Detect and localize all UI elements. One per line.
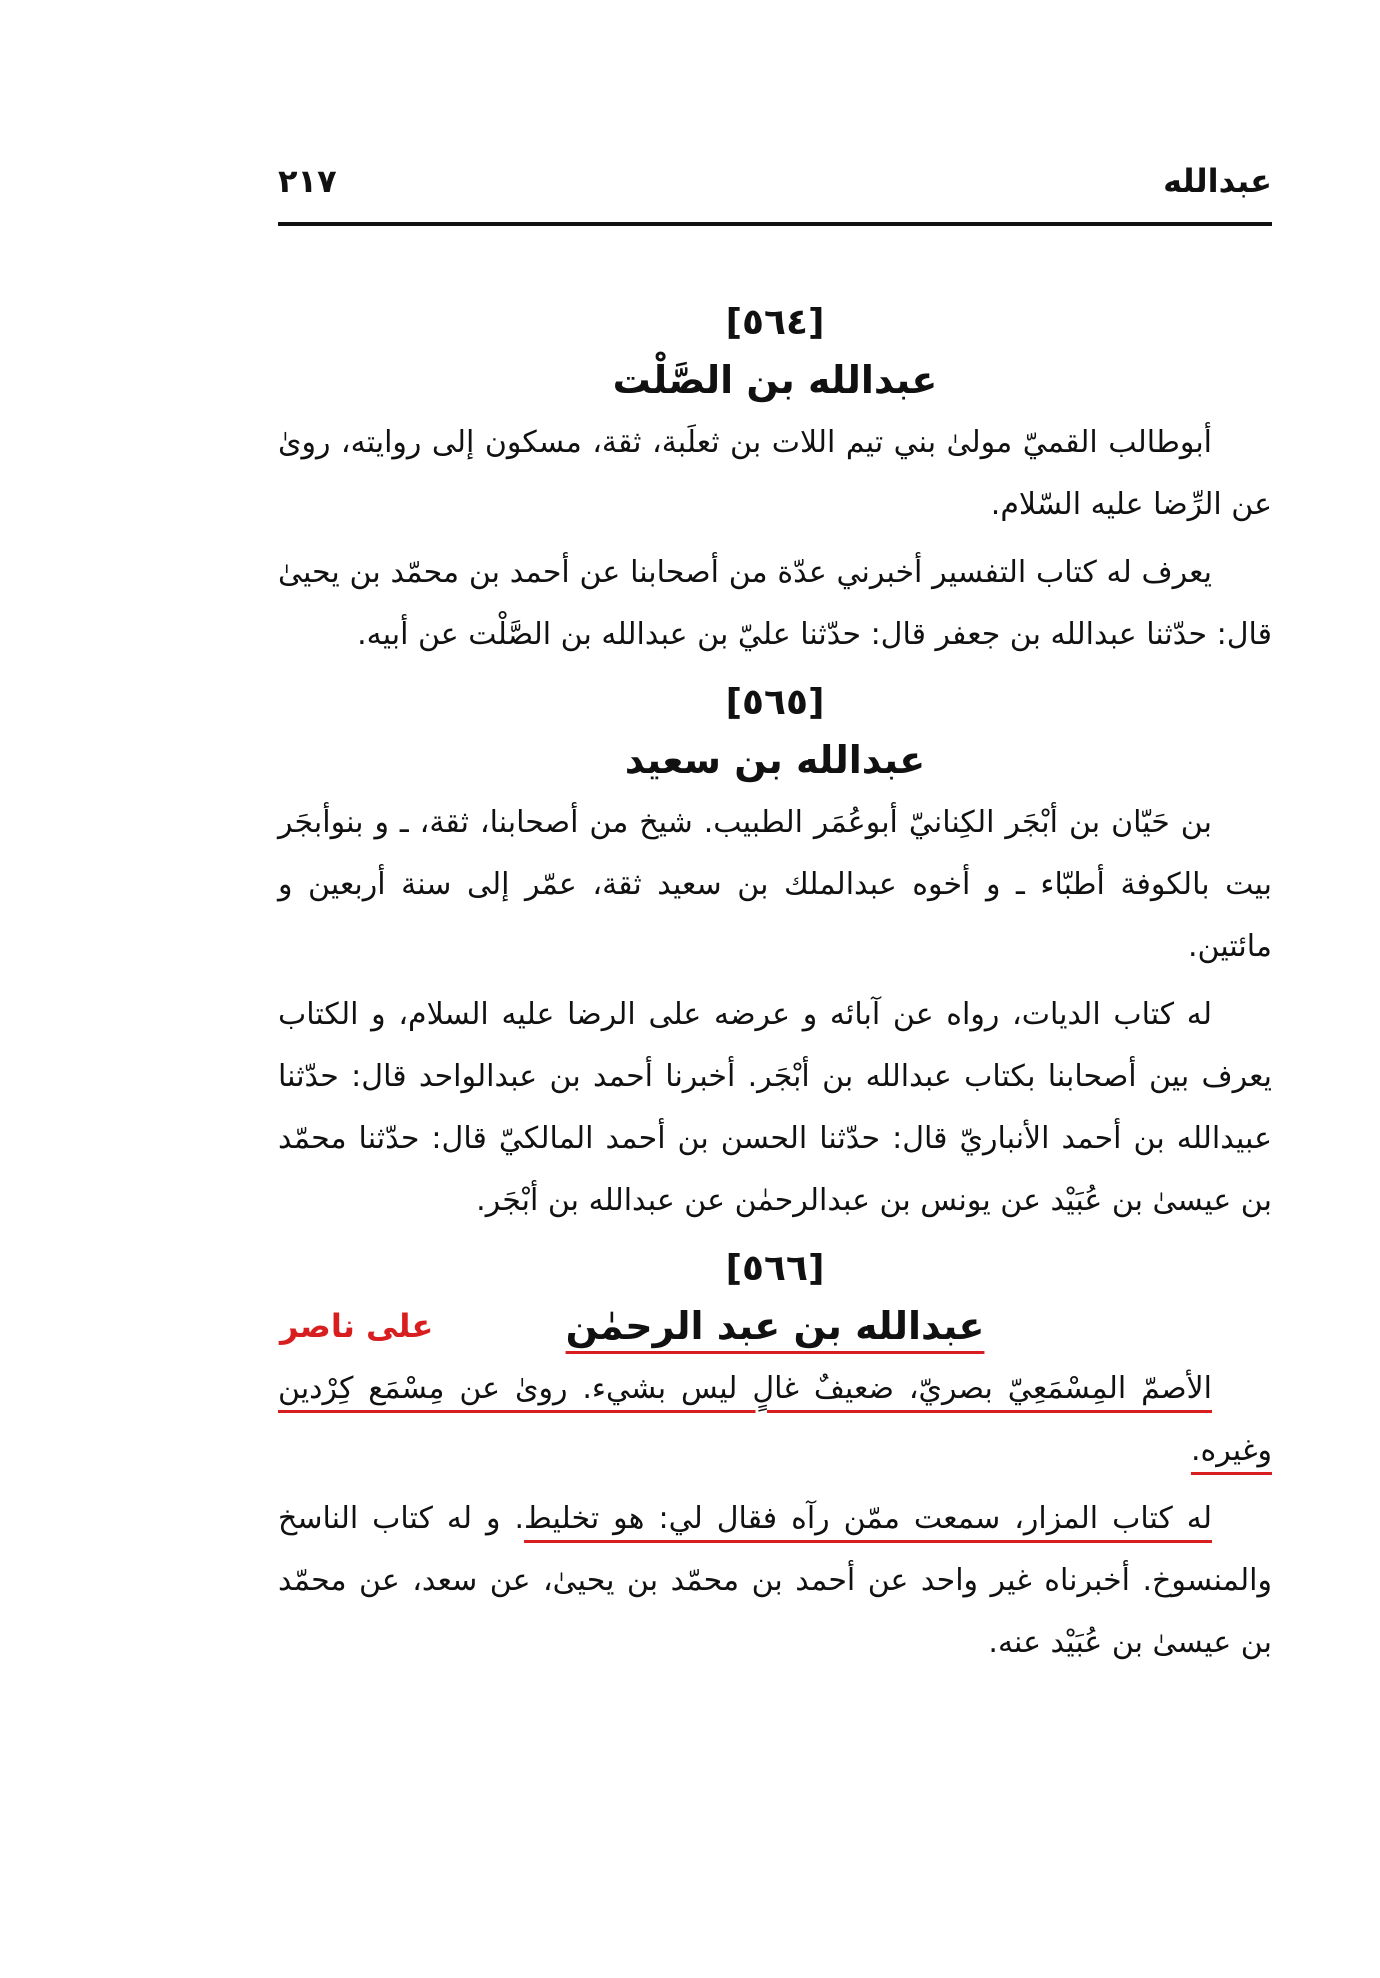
entry-number: [٥٦٤]	[725, 302, 825, 343]
entry-number: [٥٦٥]	[725, 682, 825, 723]
entry-name: عبدالله بن سعيد	[624, 738, 926, 782]
page-number: ٢١٧	[278, 162, 337, 200]
entry-number: [٥٦٦]	[725, 1248, 825, 1289]
paragraph-text: . و له كتاب الناسخ والمنسوخ. أخبرناه غير واحد عن أحمد بن محمّد بن يحيىٰ، عن سعد، عن محمّد بن عيسىٰ بن عُبَيْد عنه.	[278, 1501, 1272, 1660]
handwritten-margin-note: على ناصر	[280, 1307, 434, 1345]
entry-paragraph	[278, 1488, 1272, 1674]
entry-paragraph: أبوطالب القميّ مولىٰ بني تيم اللات بن ثعلَبة، ثقة، مسكون إلى روايته، روىٰ عن الرِّضا عليه السّلام.	[278, 425, 1272, 522]
running-title: عبدالله	[1163, 162, 1272, 200]
page-header	[278, 162, 1272, 210]
entry-paragraph: يعرف له كتاب التفسير أخبرني عدّة من أصحابنا عن أحمد بن محمّد بن يحيىٰ قال: حدّثنا عبدالله بن جعفر قال: حدّثنا عليّ بن عبدالله بن الصَّلْت عن أبيه.	[278, 555, 1272, 652]
underlined-text: له كتاب المزار، سمعت ممّن رآه فقال لي:	[644, 1501, 1212, 1536]
underlined-text: الأصمّ المِسْمَعِيّ بصريّ، ضعيفٌ غالٍ ليس بشيء. روىٰ عن مِسْمَع كِرْدين وغيره.	[278, 1371, 1272, 1468]
page-content	[278, 300, 1272, 1688]
entry-564	[278, 300, 1272, 666]
entry-paragraph: له كتاب الديات، رواه عن آبائه و عرضه على الرضا عليه السلام، و الكتاب يعرف بين أصحابنا بكتاب عبدالله بن أبْجَر. أخبرنا أحمد بن عبدالواحد قال: حدّثنا عبيدالله بن أحمد الأنباريّ قال: حدّثنا الحسن بن أحمد المالكيّ قال: حدّثنا محمّد بن عيسىٰ بن عُبَيْد عن يونس بن عبدالرحمٰن عن عبدالله بن أبْجَر.	[278, 997, 1272, 1218]
underlined-text: هو تخليط	[524, 1501, 645, 1536]
entry-paragraph	[278, 1358, 1272, 1482]
header-rule	[278, 222, 1272, 226]
entry-565	[278, 680, 1272, 1232]
entry-566	[278, 1246, 1272, 1674]
entry-name-row	[278, 1300, 1272, 1352]
entry-name: عبدالله بن الصَّلْت	[612, 358, 938, 402]
entry-paragraph: بن حَيّان بن أبْجَر الكِنانيّ أبوعُمَر الطبيب. شيخ من أصحابنا، ثقة، ـ و بنوأبجَر بيت بالكوفة أطبّاء ـ و أخوه عبدالملك بن سعيد ثقة، عمّر إلى سنة أربعين و مائتين.	[278, 805, 1272, 964]
entry-name: عبدالله بن عبد الرحمٰن	[565, 1304, 985, 1348]
